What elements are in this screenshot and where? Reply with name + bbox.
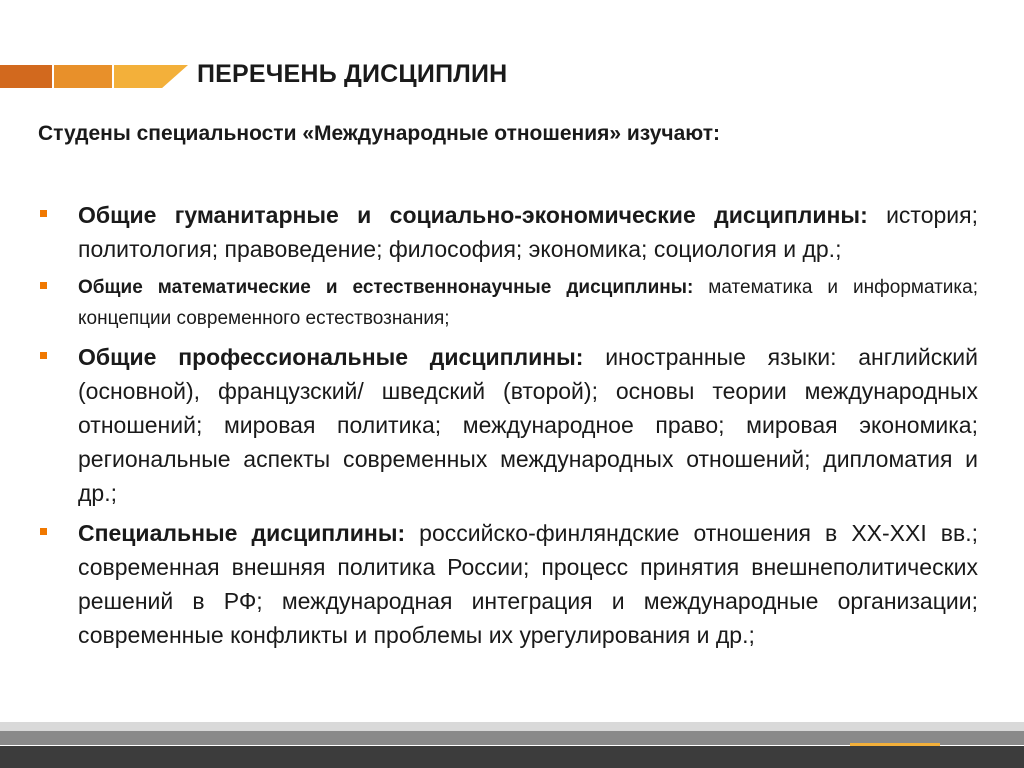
item-text: иностранные языки: английский (основной), французский/ шведский (второй); основы теории международных отношений; мировая политика; международное право; мировая экономика; региональные аспекты современных международных отношений; дипломатия и др.; <box>78 344 978 506</box>
item-text: история; политология; правоведение; философия; экономика; социология и др.; <box>78 202 978 262</box>
accent-bar-segment <box>54 65 112 88</box>
slide-title: ПЕРЕЧЕНЬ ДИСЦИПЛИН <box>197 60 508 88</box>
item-heading: Общие математические и естественнонаучные дисциплины: <box>78 277 694 298</box>
footer-band <box>0 746 1024 768</box>
accent-bar-segment <box>0 65 52 88</box>
list-item <box>38 198 978 266</box>
item-text: российско-финляндские отношения в XX-XXI вв.; современная внешняя политика России; процесс принятия внешнеполитических решений в РФ; международная интеграция и международные организации; современные конфликты и проблемы их урегулирования и др.; <box>78 520 978 648</box>
item-heading: Специальные дисциплины: <box>78 520 406 546</box>
item-heading: Общие профессиональные дисциплины: <box>78 344 584 370</box>
list-item <box>38 340 978 510</box>
bullet-icon <box>40 282 47 289</box>
bullet-icon <box>40 352 47 359</box>
accent-bar-segment <box>114 65 188 88</box>
discipline-list <box>38 198 978 658</box>
bullet-icon <box>40 528 47 535</box>
list-item <box>38 516 978 652</box>
bullet-icon <box>40 210 47 217</box>
header-accent-bar <box>0 65 188 88</box>
list-item <box>38 272 978 334</box>
item-text: математика и информатика; концепции современного естествознания; <box>78 277 978 329</box>
slide-subtitle: Студены специальности «Международные отношения» изучают: <box>38 122 720 145</box>
item-heading: Общие гуманитарные и социально-экономические дисциплины: <box>78 202 868 228</box>
